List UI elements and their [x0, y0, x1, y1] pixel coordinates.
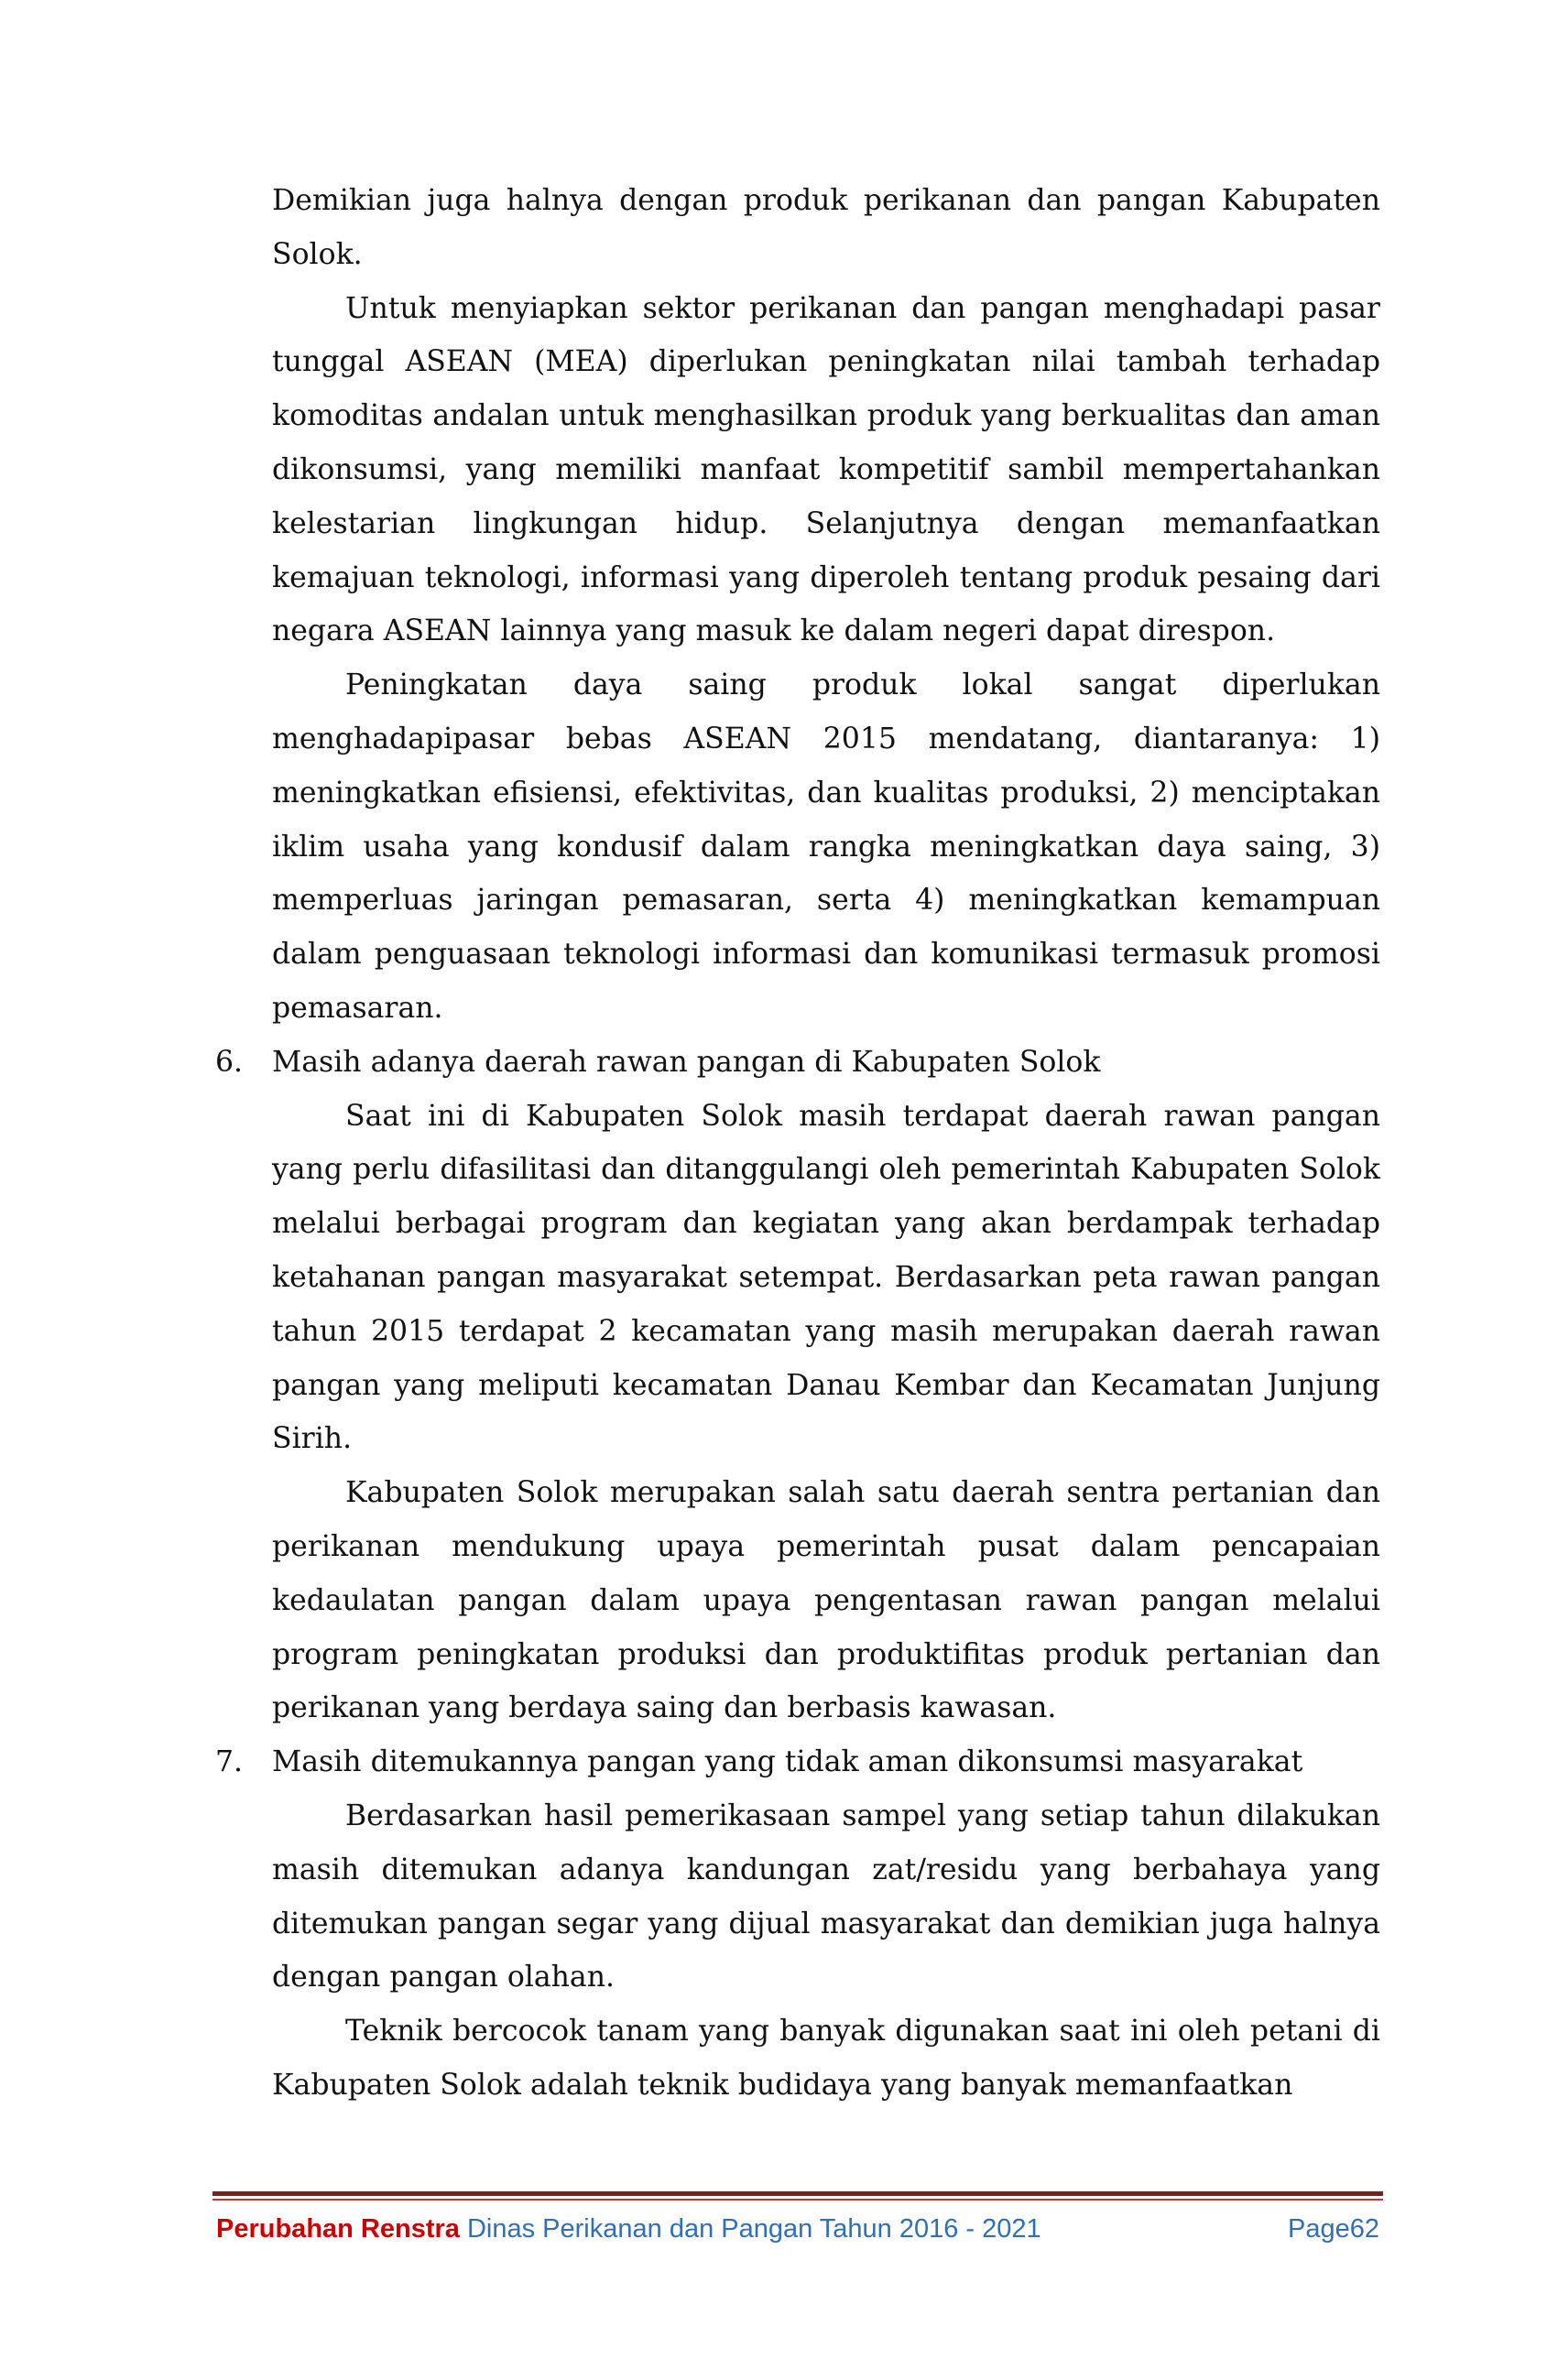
paragraph-daya-saing: Peningkatan daya saing produk lokal sangat diperlukan menghadapipasar bebas ASEAN 2015 mendatang, diantaranya: 1) meningkatkan efisiensi, efektivitas, dan kualitas produksi, 2) menciptakan iklim usaha yang kondusif dalam rangka meningkatkan daya saing, 3) memperluas jaringan pemasaran, serta 4) meningkatkan kemampuan dalam penguasaan teknologi informasi dan komunikasi termasuk promosi pemasaran. [272, 668, 1380, 1025]
paragraph-mea: Untuk menyiapkan sektor perikanan dan pangan menghadapi pasar tunggal ASEAN (MEA) diperlukan peningkatan nilai tambah terhadap komoditas andalan untuk menghasilkan produk yang berkualitas dan aman dikonsumsi, yang memiliki manfaat kompetitif sambil mempertahankan kelestarian lingkungan hidup. Selanjutnya dengan memanfaatkan kemajuan teknologi, informasi yang diperoleh tentang produk pesaing dari negara ASEAN lainnya yang masuk ke dalam negeri dapat direspon. [272, 291, 1380, 648]
paragraph-sentra-pertanian: Kabupaten Solok merupakan salah satu daerah sentra pertanian dan perikanan mendukung upaya pemerintah pusat dalam pencapaian kedaulatan pangan dalam upaya pengentasan rawan pangan melalui program peningkatan produksi dan produktifitas produk pertanian dan perikanan yang berdaya saing dan berbasis kawasan. [272, 1476, 1380, 1725]
footer-rule [212, 2191, 1383, 2196]
footer-subtitle: Dinas Perikanan dan Pangan Tahun 2016 - 2021 [459, 2214, 1041, 2244]
footer-brand: Perubahan Renstra [216, 2214, 460, 2244]
list-heading: Masih adanya daerah rawan pangan di Kabupaten Solok [272, 1045, 1101, 1079]
paragraph-residu: Berdasarkan hasil pemerikasaan sampel yang setiap tahun dilakukan masih ditemukan adanya kandungan zat/residu yang berbahaya yang ditemukan pangan segar yang dijual masyarakat dan demikian juga halnya dengan pangan olahan. [272, 1799, 1380, 1994]
paragraph-continuation: Demikian juga halnya dengan produk perikanan dan pangan Kabupaten Solok. [272, 184, 1380, 271]
footer-title [216, 2209, 1041, 2249]
footer-rule-accent [212, 2199, 1383, 2201]
body-text [215, 174, 1380, 2113]
list-number: 6. [215, 1045, 244, 1079]
paragraph-bercocok-tanam: Teknik bercocok tanam yang banyak digunakan saat ini oleh petani di Kabupaten Solok adalah teknik budidaya yang banyak memanfaatkan [272, 2015, 1380, 2102]
paragraph-rawan-pangan: Saat ini di Kabupaten Solok masih terdapat daerah rawan pangan yang perlu difasilitasi dan ditanggulangi oleh pemerintah Kabupaten Solok melalui berbagai program dan kegiatan yang akan berdampak terhadap ketahanan pangan masyarakat setempat. Berdasarkan peta rawan pangan tahun 2015 terdapat 2 kecamatan yang masih merupakan daerah rawan pangan yang meliputi kecamatan Danau Kembar dan Kecamatan Junjung Sirih. [272, 1099, 1380, 1456]
list-heading: Masih ditemukannya pangan yang tidak aman dikonsumsi masyarakat [272, 1745, 1303, 1779]
page-number: Page62 [1288, 2214, 1379, 2244]
list-number: 7. [215, 1745, 244, 1779]
list-item-6 [215, 1036, 1380, 1090]
list-item-7 [215, 1735, 1380, 1789]
